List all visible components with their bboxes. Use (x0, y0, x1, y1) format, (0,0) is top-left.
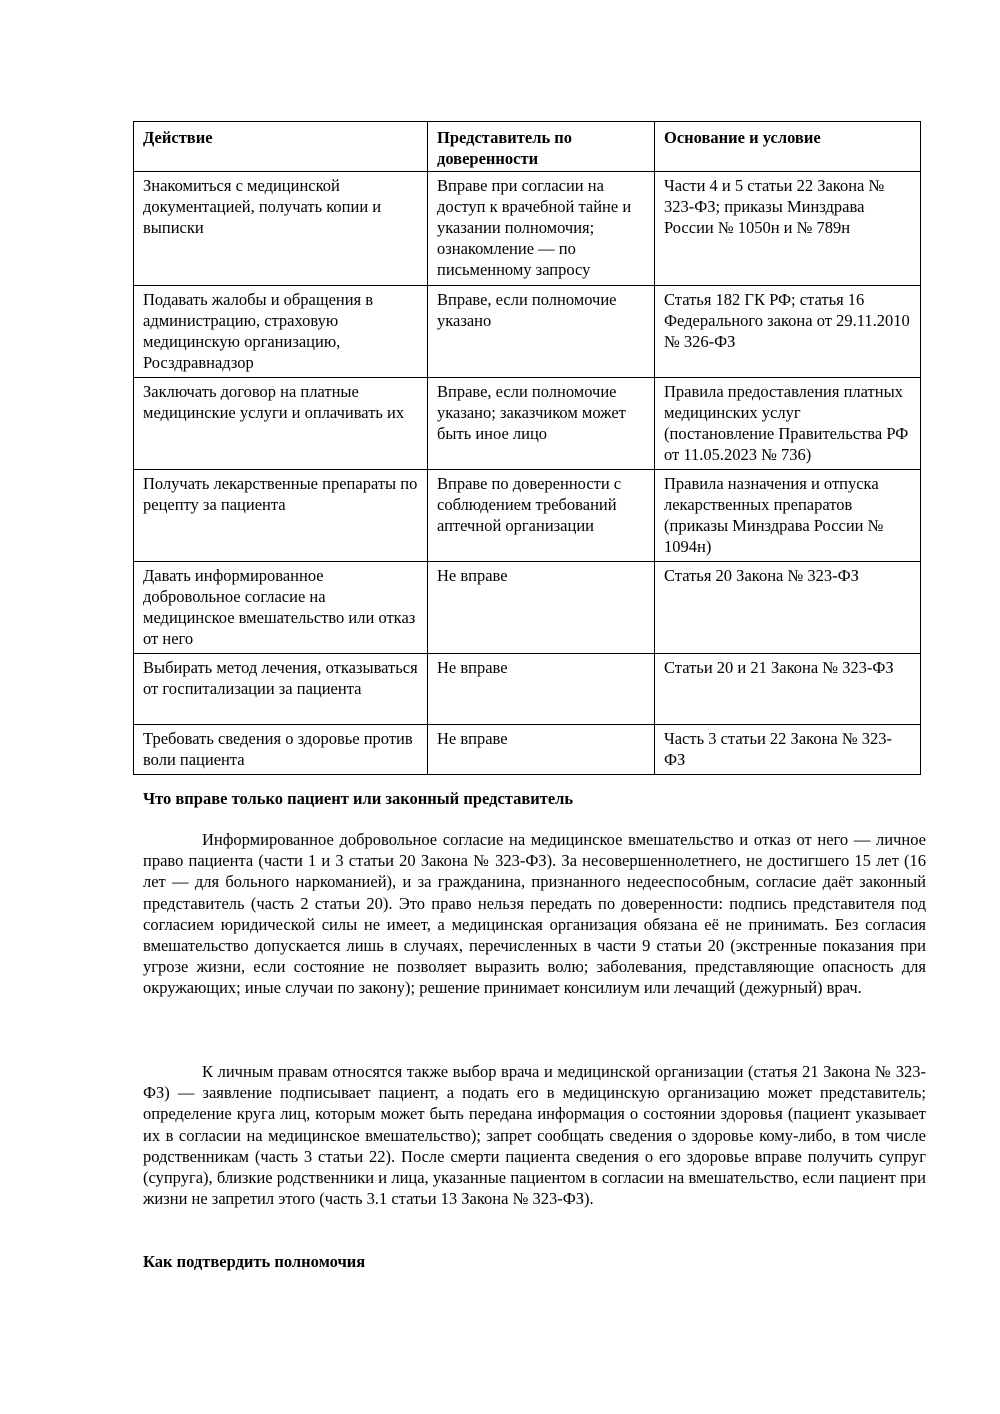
section-heading-patient-only: Что вправе только пациент или законный представитель (143, 789, 574, 808)
table-row (134, 378, 921, 470)
table-cell: Не вправе (428, 725, 655, 775)
table-row (134, 286, 921, 378)
section-heading-confirm-authority: Как подтвердить полномочия (143, 1252, 366, 1271)
header-basis: Основание и условие (655, 122, 921, 172)
table-cell: Подавать жалобы и обращения в администрацию, страховую медицинскую организацию, Росздравнадзор (134, 286, 428, 378)
rights-table (133, 121, 921, 775)
table-cell: Вправе при согласии на доступ к врачебной тайне и указании полномочия; ознакомление — по письменному запросу (428, 172, 655, 286)
table-row (134, 562, 921, 654)
header-action: Действие (134, 122, 428, 172)
paragraph-personal-rights: К личным правам относятся также выбор врача и медицинской организации (статья 21 Закона № 323-ФЗ) — заявление подписывает пациент, а подать его в медицинскую организацию может представитель; определение круга лиц, которым может быть передана информация о состоянии здоровья (пациент указывает их в согласии на медицинское вмешательство); запрет сообщать сведения о здоровье кому-либо, в том числе родственникам (часть 3 статьи 22). После смерти пациента сведения о его здоровье вправе получить супруг (супруга), близкие родственники и лица, указанные пациентом в согласии на вмешательство, если пациент при жизни не запретил этого (часть 3.1 статьи 13 Закона № 323-ФЗ). (143, 1062, 926, 1209)
table-cell: Правила назначения и отпуска лекарственных препаратов (приказы Минздрава России № 1094н) (655, 470, 921, 562)
table-row (134, 470, 921, 562)
table-cell: Выбирать метод лечения, отказываться от госпитализации за пациента (134, 654, 428, 725)
table-row (134, 654, 921, 725)
table-header-row (134, 122, 921, 172)
table-cell: Статья 20 Закона № 323-ФЗ (655, 562, 921, 654)
table-cell: Знакомиться с медицинской документацией, получать копии и выписки (134, 172, 428, 286)
table-cell: Не вправе (428, 654, 655, 725)
table-cell: Правила предоставления платных медицинских услуг (постановление Правительства РФ от 11.05.2023 № 736) (655, 378, 921, 470)
header-proxy: Представитель по доверенности (428, 122, 655, 172)
table-cell: Получать лекарственные препараты по рецепту за пациента (134, 470, 428, 562)
paragraph-consent: Информированное добровольное согласие на медицинское вмешательство и отказ от него — личное право пациента (части 1 и 3 статьи 20 Закона № 323-ФЗ). За несовершеннолетнего, не достигшего 15 лет (16 лет — для больного наркоманией), и за гражданина, признанного недееспособным, согласие даёт законный представитель (часть 2 статьи 20). Это право нельзя передать по доверенности: подпись представителя под согласием юридической силы не имеет, а медицинская организация обязана её не принимать. Без согласия вмешательство допускается лишь в случаях, перечисленных в части 9 статьи 20 (экстренные показания при угрозе жизни, если состояние не позволяет выразить волю; заболевания, представляющие опасность для окружающих; иные случаи по закону); решение принимает консилиум или лечащий (дежурный) врач. (143, 830, 926, 998)
table-cell: Вправе, если полномочие указано (428, 286, 655, 378)
table-cell: Части 4 и 5 статьи 22 Закона № 323-ФЗ; приказы Минздрава России № 1050н и № 789н (655, 172, 921, 286)
table-cell: Вправе, если полномочие указано; заказчиком может быть иное лицо (428, 378, 655, 470)
table-cell: Заключать договор на платные медицинские услуги и оплачивать их (134, 378, 428, 470)
table-cell: Статьи 20 и 21 Закона № 323-ФЗ (655, 654, 921, 725)
table-cell: Не вправе (428, 562, 655, 654)
table-cell: Часть 3 статьи 22 Закона № 323-ФЗ (655, 725, 921, 775)
table-cell: Требовать сведения о здоровье против воли пациента (134, 725, 428, 775)
table-cell: Статья 182 ГК РФ; статья 16 Федерального закона от 29.11.2010 № 326-ФЗ (655, 286, 921, 378)
table-row (134, 725, 921, 775)
table-row (134, 172, 921, 286)
table-cell: Давать информированное добровольное согласие на медицинское вмешательство или отказ от него (134, 562, 428, 654)
table-cell: Вправе по доверенности с соблюдением требований аптечной организации (428, 470, 655, 562)
